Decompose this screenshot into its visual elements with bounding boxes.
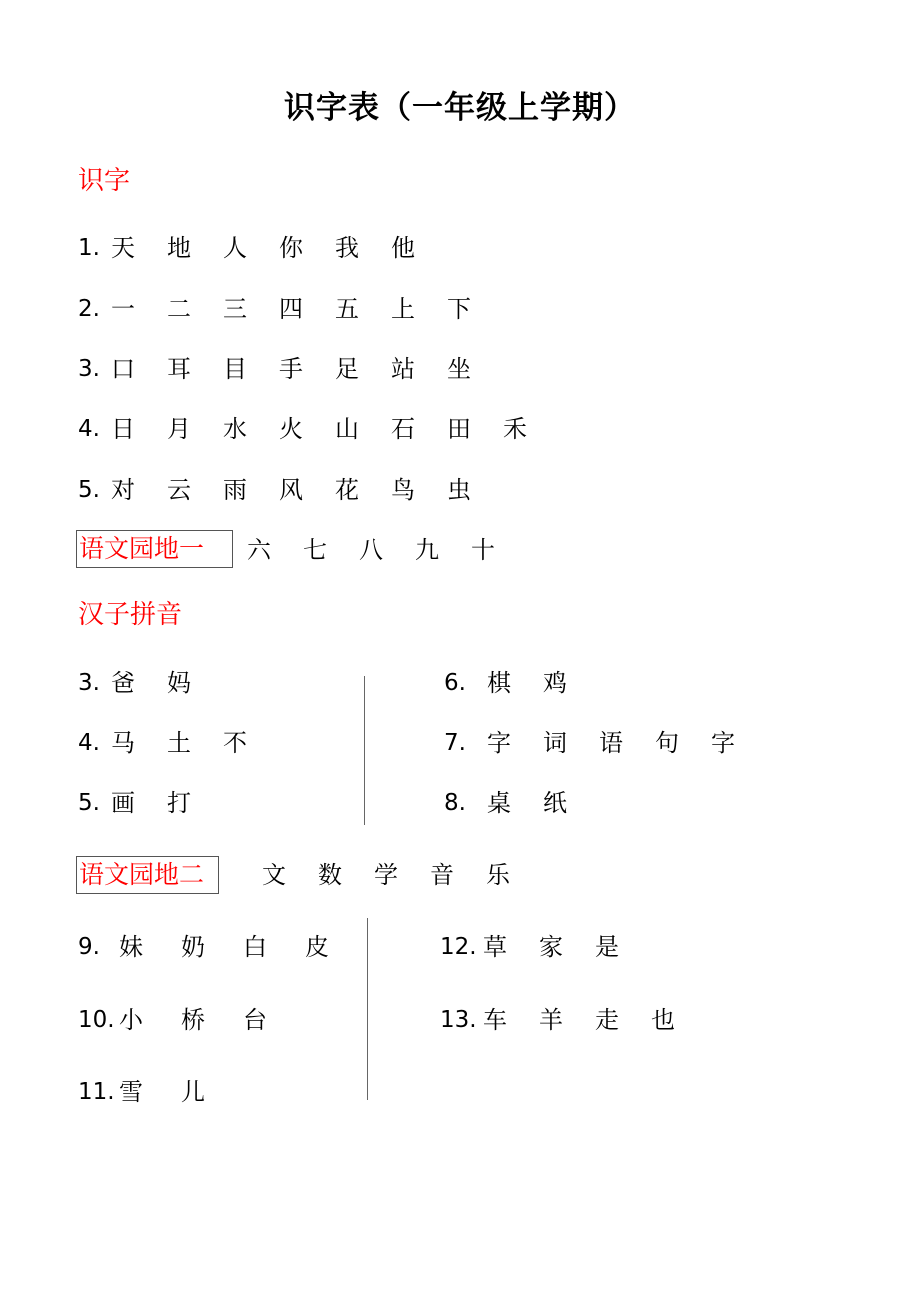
section-heading-pinyin: 汉子拼音 <box>78 600 183 630</box>
list-item <box>78 666 230 700</box>
list-item <box>78 231 454 265</box>
character: 乐 <box>486 861 510 889</box>
item-number: 3. <box>78 670 100 696</box>
list-item <box>78 352 510 386</box>
item-number: 4. <box>78 416 100 442</box>
character: 坐 <box>447 355 471 383</box>
character: 九 <box>415 536 439 564</box>
character: 小 <box>119 1006 143 1034</box>
list-item <box>78 1075 250 1109</box>
character: 火 <box>279 415 303 443</box>
character: 奶 <box>181 933 205 961</box>
character: 八 <box>359 536 383 564</box>
list-item <box>78 412 566 446</box>
item-number: 9. <box>78 934 100 960</box>
character: 五 <box>335 295 359 323</box>
character: 云 <box>167 476 191 504</box>
character: 天 <box>111 234 135 262</box>
character: 足 <box>335 355 359 383</box>
character: 妹 <box>119 933 143 961</box>
character: 六 <box>247 536 271 564</box>
character: 皮 <box>305 933 329 961</box>
character: 上 <box>391 295 415 323</box>
character: 七 <box>303 536 327 564</box>
character: 一 <box>111 295 135 323</box>
character: 山 <box>335 415 359 443</box>
character: 画 <box>111 789 135 817</box>
character: 走 <box>595 1006 619 1034</box>
character: 人 <box>223 234 247 262</box>
character: 目 <box>223 355 247 383</box>
character: 我 <box>335 234 359 262</box>
list-item <box>78 726 286 760</box>
list-item <box>78 473 510 507</box>
character: 四 <box>279 295 303 323</box>
character: 三 <box>223 295 247 323</box>
character: 对 <box>111 476 135 504</box>
item-number: 4. <box>78 730 100 756</box>
character: 手 <box>279 355 303 383</box>
list-item <box>78 930 374 964</box>
character: 学 <box>374 861 398 889</box>
column-divider <box>367 918 368 1100</box>
list-item <box>78 786 230 820</box>
item-number: 8. <box>444 790 466 816</box>
character: 句 <box>655 729 679 757</box>
character: 妈 <box>167 669 191 697</box>
item-number: 10. <box>78 1007 115 1033</box>
character: 水 <box>223 415 247 443</box>
item-number: 6. <box>444 670 466 696</box>
character: 下 <box>447 295 471 323</box>
character: 爸 <box>111 669 135 697</box>
character: 台 <box>243 1006 267 1034</box>
character: 站 <box>391 355 415 383</box>
item-number: 1. <box>78 235 100 261</box>
character: 白 <box>243 933 267 961</box>
character: 二 <box>167 295 191 323</box>
item-number: 12. <box>440 934 477 960</box>
character: 纸 <box>543 789 567 817</box>
character: 桥 <box>181 1006 205 1034</box>
character: 田 <box>447 415 471 443</box>
character: 鸡 <box>543 669 567 697</box>
character: 风 <box>279 476 303 504</box>
item-number: 13. <box>440 1007 477 1033</box>
character: 草 <box>483 933 507 961</box>
character: 棋 <box>487 669 511 697</box>
character: 月 <box>167 415 191 443</box>
character: 文 <box>262 861 286 889</box>
character: 禾 <box>503 415 527 443</box>
character: 儿 <box>181 1078 205 1106</box>
character: 花 <box>335 476 359 504</box>
character: 口 <box>111 355 135 383</box>
character: 鸟 <box>391 476 415 504</box>
character: 他 <box>391 234 415 262</box>
list-item <box>444 786 606 820</box>
list-item <box>78 292 510 326</box>
column-divider <box>364 676 365 825</box>
character: 马 <box>111 729 135 757</box>
character: 羊 <box>539 1006 563 1034</box>
list-item <box>444 726 774 760</box>
character: 家 <box>539 933 563 961</box>
list-item <box>444 666 606 700</box>
list-item <box>440 1003 714 1037</box>
character: 数 <box>318 861 342 889</box>
character: 语 <box>599 729 623 757</box>
page-title: 识字表（一年级上学期） <box>284 90 636 126</box>
character: 是 <box>595 933 619 961</box>
character: 耳 <box>167 355 191 383</box>
character: 音 <box>430 861 454 889</box>
list-item <box>78 1003 312 1037</box>
character: 你 <box>279 234 303 262</box>
section-heading-garden2: 语文园地二 <box>76 856 219 894</box>
character: 字 <box>711 729 735 757</box>
character: 打 <box>167 789 191 817</box>
item-number: 3. <box>78 356 100 382</box>
character: 虫 <box>447 476 471 504</box>
character: 地 <box>167 234 191 262</box>
character: 土 <box>167 729 191 757</box>
section-heading-garden1: 语文园地一 <box>76 530 233 568</box>
character: 雨 <box>223 476 247 504</box>
character: 词 <box>543 729 567 757</box>
item-number: 5. <box>78 477 100 503</box>
item-number: 5. <box>78 790 100 816</box>
item-number: 2. <box>78 296 100 322</box>
character: 不 <box>223 729 247 757</box>
character: 字 <box>487 729 511 757</box>
character: 十 <box>471 536 495 564</box>
character: 日 <box>111 415 135 443</box>
section-heading-shizi: 识字 <box>78 166 131 196</box>
character: 石 <box>391 415 415 443</box>
character: 雪 <box>119 1078 143 1106</box>
list-item <box>440 930 658 964</box>
item-number: 11. <box>78 1079 115 1105</box>
character: 也 <box>651 1006 675 1034</box>
item-number: 7. <box>444 730 466 756</box>
character: 桌 <box>487 789 511 817</box>
character: 车 <box>483 1006 507 1034</box>
